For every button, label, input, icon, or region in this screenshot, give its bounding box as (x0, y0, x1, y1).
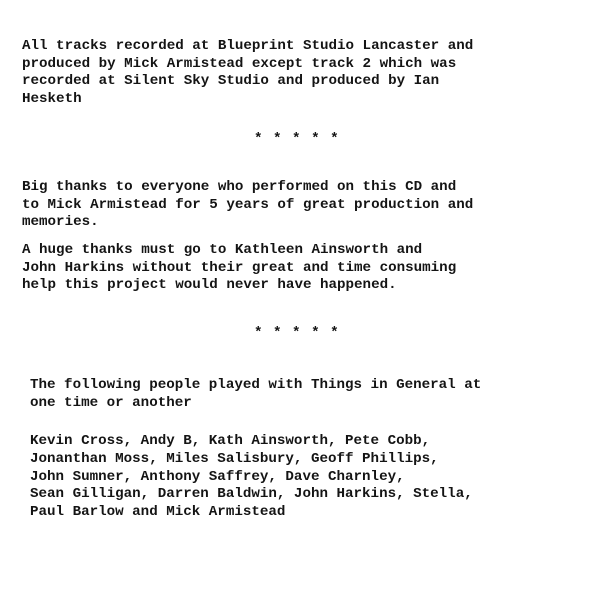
separator-top: * * * * * (254, 131, 340, 147)
members-list: Kevin Cross, Andy B, Kath Ainsworth, Pete Cobb, Jonanthan Moss, Miles Salisbury, Geoff Phillips, John Sumner, Anthony Saffrey, Dave Charnley, Sean Gilligan, Darren Baldwin, John Harkins, Stella, Paul Barlow and Mick Armistead (30, 433, 473, 521)
members-intro: The following people played with Things in General at one time or another (30, 377, 482, 411)
thanks-paragraph-2: A huge thanks must go to Kathleen Ainsworth and John Harkins without their great and time consuming help this project would never have happened. (22, 242, 457, 293)
thanks-paragraph-1: Big thanks to everyone who performed on this CD and to Mick Armistead for 5 years of great production and memories. (22, 179, 474, 230)
recording-credits: All tracks recorded at Blueprint Studio Lancaster and produced by Mick Armistead except track 2 which was recorded at Silent Sky Studio and produced by Ian Hesketh (22, 38, 474, 107)
separator-bottom: * * * * * (254, 325, 340, 341)
